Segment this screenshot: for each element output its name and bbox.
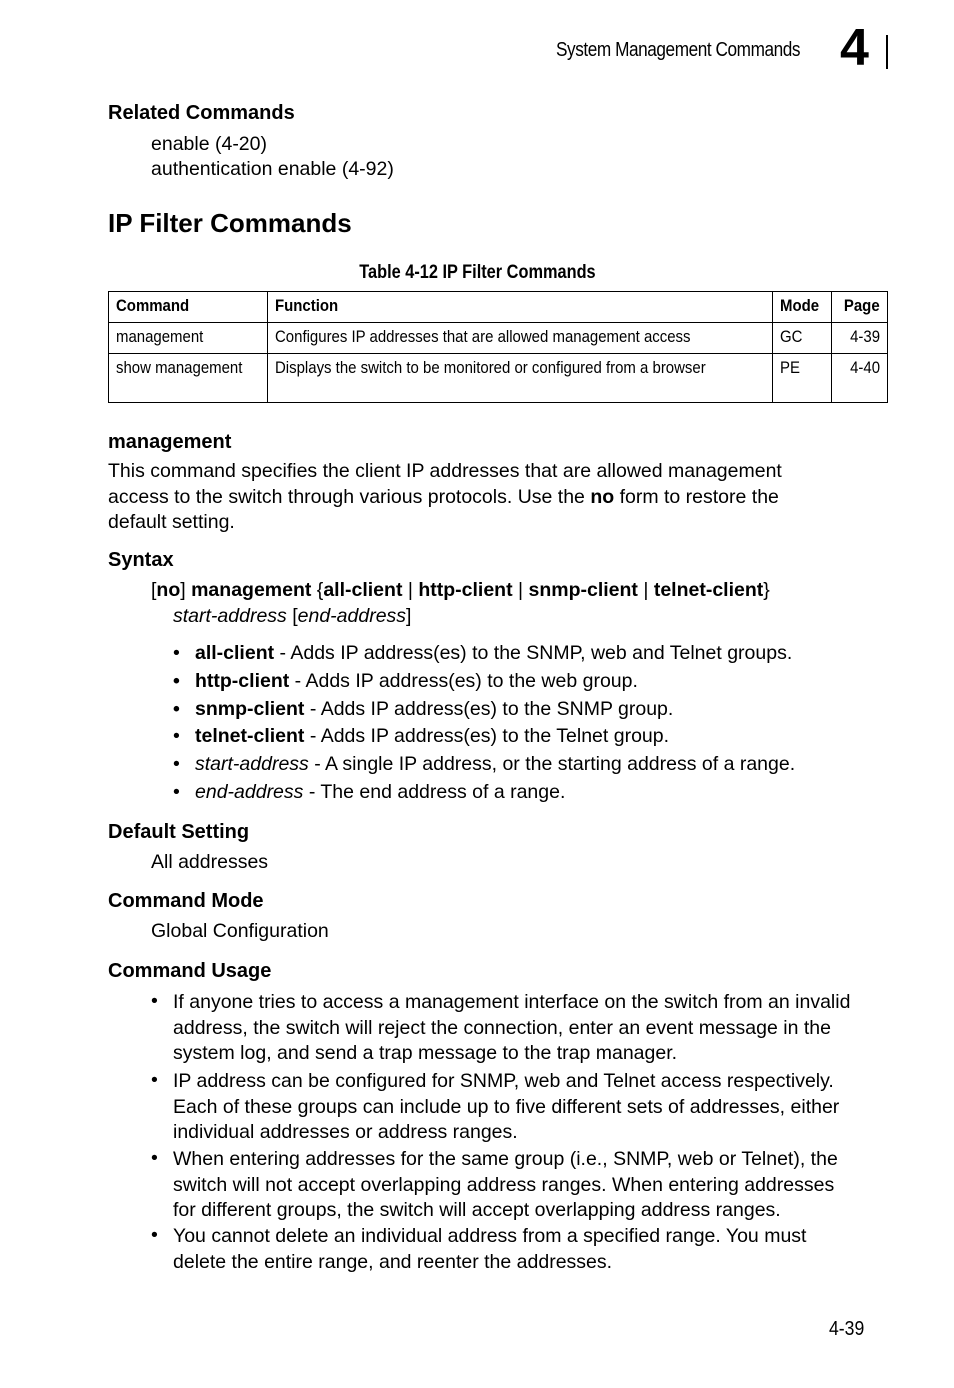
chapter-number: 4 — [840, 19, 869, 77]
col-header-mode: Mode — [772, 292, 831, 323]
table-caption: Table 4-12 IP Filter Commands — [358, 262, 596, 283]
param-item: all-client - Adds IP address(es) to the SNMP, web and Telnet groups. — [195, 642, 793, 664]
default-setting-heading: Default Setting — [108, 821, 250, 843]
col-header-page: Page — [832, 292, 888, 323]
command-mode-heading: Command Mode — [108, 890, 264, 912]
cell-page: 4-40 — [832, 354, 888, 403]
param-item: telnet-client - Adds IP address(es) to the Telnet group. — [195, 725, 670, 747]
command-description: This command specifies the client IP addresses that are allowed management access to the switch through various protocols. Use the no form to restore the default setting. — [108, 460, 782, 533]
table-header-row — [109, 292, 888, 323]
cell-page: 4-39 — [832, 323, 888, 354]
page-number: 4-39 — [829, 1318, 865, 1340]
usage-item: You cannot delete an individual address from a specified range. You must delete the entire range, and reenter the addresses. — [173, 1225, 807, 1273]
cell-mode: GC — [772, 323, 831, 354]
command-name-heading: management — [108, 431, 232, 453]
syntax-line: [no] management {all-client | http-client | snmp-client | telnet-client} — [151, 579, 770, 601]
chapter-divider — [886, 35, 888, 69]
table-row — [109, 354, 888, 403]
cell-function: Displays the switch to be monitored or configured from a browser — [267, 354, 772, 403]
section-title: IP Filter Commands — [108, 208, 352, 238]
command-mode-value: Global Configuration — [151, 920, 329, 942]
ip-filter-table — [108, 291, 888, 403]
related-command-item: authentication enable (4-92) — [151, 158, 394, 180]
param-item: • — [173, 753, 180, 775]
usage-bullet: • — [151, 990, 158, 1012]
table-row — [109, 323, 888, 354]
cell-command: management — [109, 323, 268, 354]
usage-bullet: • — [151, 1147, 158, 1169]
param-item: start-address - A single IP address, or the starting address of a range. — [195, 753, 796, 775]
usage-bullet: • — [151, 1069, 158, 1091]
usage-item: If anyone tries to access a management interface on the switch from an invalid address, the switch will reject the connection, enter an event message in the system log, and send a trap message to the trap manager. — [173, 991, 851, 1064]
param-item: end-address - The end address of a range. — [195, 781, 566, 803]
col-header-function: Function — [267, 292, 772, 323]
param-item: • — [173, 781, 180, 803]
command-usage-heading: Command Usage — [108, 960, 272, 982]
related-command-item: enable (4-20) — [151, 133, 267, 155]
usage-bullet: • — [151, 1224, 158, 1246]
col-header-command: Command — [109, 292, 268, 323]
param-item: http-client - Adds IP address(es) to the web group. — [195, 670, 638, 692]
default-setting-value: All addresses — [151, 851, 269, 873]
usage-item: IP address can be configured for SNMP, web and Telnet access respectively. Each of these groups can include up to five different sets of addresses, either individual addresses or address ranges. — [173, 1070, 840, 1143]
usage-item: When entering addresses for the same group (i.e., SNMP, web or Telnet), the switch will not accept overlapping address ranges. When entering addresses for different groups, the switch will accept overlapping address ranges. — [173, 1148, 838, 1221]
param-item: snmp-client - Adds IP address(es) to the SNMP group. — [195, 698, 674, 720]
param-item: • — [173, 725, 180, 747]
cell-function: Configures IP addresses that are allowed management access — [267, 323, 772, 354]
running-header: System Management Commands — [556, 39, 801, 61]
param-item: • — [173, 642, 180, 664]
syntax-heading: Syntax — [108, 549, 174, 571]
related-commands-heading: Related Commands — [108, 102, 295, 124]
cell-mode: PE — [772, 354, 831, 403]
param-item: • — [173, 698, 180, 720]
syntax-line-args: start-address [end-address] — [173, 605, 412, 627]
cell-command: show management — [109, 354, 268, 403]
param-item: • — [173, 670, 180, 692]
